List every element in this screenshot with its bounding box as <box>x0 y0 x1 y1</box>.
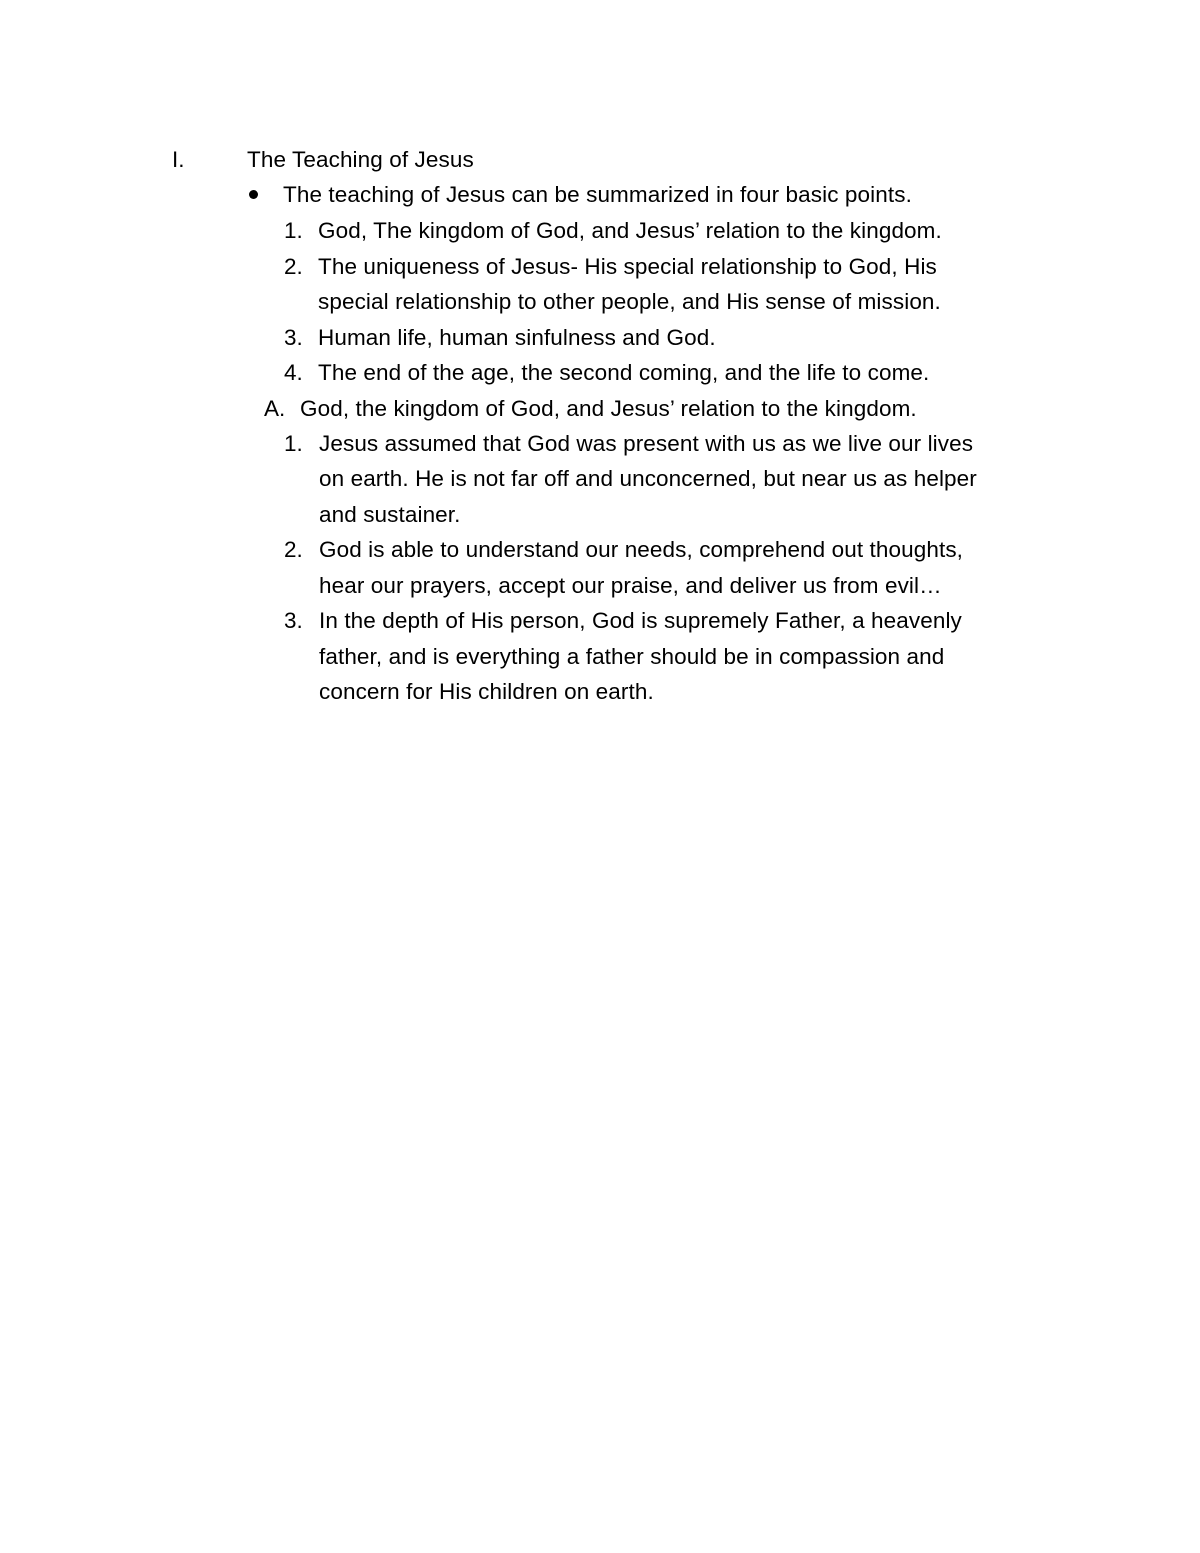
bullet-icon <box>249 190 258 199</box>
subsection-marker: A. <box>264 396 286 421</box>
point-text-line: special relationship to other people, and His sense of mission. <box>318 289 941 314</box>
subsection-item-line: on earth. He is not far off and unconcerned, but near us as helper <box>319 466 977 491</box>
point-text-line: The end of the age, the second coming, and the life to come. <box>318 360 930 385</box>
subsection-item-line: Jesus assumed that God was present with us as we live our lives <box>319 431 974 456</box>
subsection-item-line: hear our prayers, accept our praise, and deliver us from evil… <box>319 573 942 598</box>
point-marker: 2. <box>284 254 303 279</box>
subsection-item-line: God is able to understand our needs, comprehend out thoughts, <box>319 537 964 562</box>
subsection-item-line: and sustainer. <box>319 502 461 527</box>
subsection-item-line: concern for His children on earth. <box>319 679 654 704</box>
section-marker: I. <box>172 147 185 172</box>
subsection-item-line: father, and is everything a father should be in compassion and <box>319 644 945 669</box>
point-marker: 3. <box>284 325 303 350</box>
point-marker: 4. <box>284 360 303 385</box>
section-title: The Teaching of Jesus <box>247 147 474 172</box>
point-marker: 1. <box>284 218 303 243</box>
point-text-line: The uniqueness of Jesus- His special relationship to God, His <box>318 254 937 279</box>
subsection-item-marker: 1. <box>284 431 303 456</box>
subsection-item-line: In the depth of His person, God is supremely Father, a heavenly <box>319 608 962 633</box>
point-text-line: God, The kingdom of God, and Jesus’ relation to the kingdom. <box>318 218 942 243</box>
summary-bullet-text: The teaching of Jesus can be summarized in four basic points. <box>283 182 912 207</box>
point-text-line: Human life, human sinfulness and God. <box>318 325 716 350</box>
subsection-item-marker: 3. <box>284 608 303 633</box>
subsection-title: God, the kingdom of God, and Jesus’ relation to the kingdom. <box>300 396 917 421</box>
subsection-item-marker: 2. <box>284 537 303 562</box>
